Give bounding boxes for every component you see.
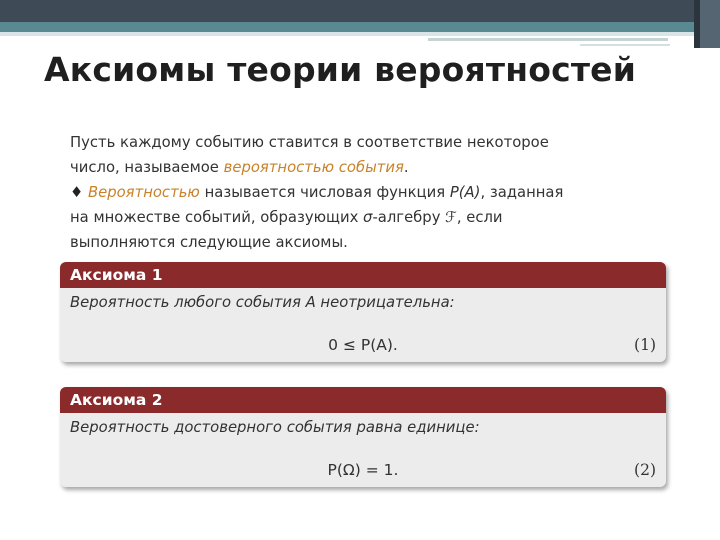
- axiom-statement: Вероятность достоверного события равна единице:: [70, 419, 480, 436]
- highlight-term: вероятностью события: [223, 159, 404, 176]
- axiom-header: Аксиома 2: [60, 387, 666, 413]
- axiom-block-2: [60, 387, 666, 487]
- intro-line: [70, 205, 670, 230]
- intro-text: выполняются следующие аксиомы.: [70, 234, 348, 251]
- diamond-bullet-icon: ♦: [70, 184, 84, 201]
- intro-line: [70, 130, 670, 155]
- axiom-statement: Вероятность любого события A неотрицательна:: [70, 294, 455, 311]
- math-symbol: σ: [363, 209, 373, 226]
- intro-text: .: [403, 159, 409, 176]
- equation-number: (1): [634, 336, 656, 354]
- axiom-header: Аксиома 1: [60, 262, 666, 288]
- intro-text: на множестве событий, образующих: [70, 209, 364, 226]
- intro-paragraph: [70, 130, 670, 255]
- intro-text: , заданная: [480, 184, 564, 201]
- intro-text: , если: [456, 209, 503, 226]
- decorative-corner: [694, 0, 720, 48]
- intro-text: число, называемое: [70, 159, 224, 176]
- decorative-line: [428, 38, 668, 41]
- intro-line: [70, 155, 670, 180]
- axiom-body: [60, 413, 666, 487]
- intro-line: [70, 230, 670, 255]
- intro-text: называется числовая функция: [199, 184, 450, 201]
- slide-title: Аксиомы теории вероятностей: [44, 50, 637, 89]
- axiom-block-1: [60, 262, 666, 362]
- intro-text: Пусть каждому событию ставится в соответствие некоторое: [70, 134, 549, 151]
- top-teal-bar: [0, 22, 720, 32]
- equation-number: (2): [634, 461, 656, 479]
- top-light-strip: [0, 32, 720, 36]
- intro-text: -алгебру: [372, 209, 446, 226]
- axiom-formula: P(Ω) = 1.: [327, 461, 399, 479]
- math-expression: P(A): [449, 184, 481, 201]
- math-symbol: ℱ: [445, 209, 457, 226]
- decorative-line: [580, 44, 670, 46]
- axiom-formula: 0 ≤ P(A).: [328, 336, 398, 354]
- top-dark-bar: [0, 0, 720, 22]
- highlight-term: Вероятностью: [87, 184, 200, 201]
- intro-line: [70, 180, 670, 205]
- axiom-body: [60, 288, 666, 362]
